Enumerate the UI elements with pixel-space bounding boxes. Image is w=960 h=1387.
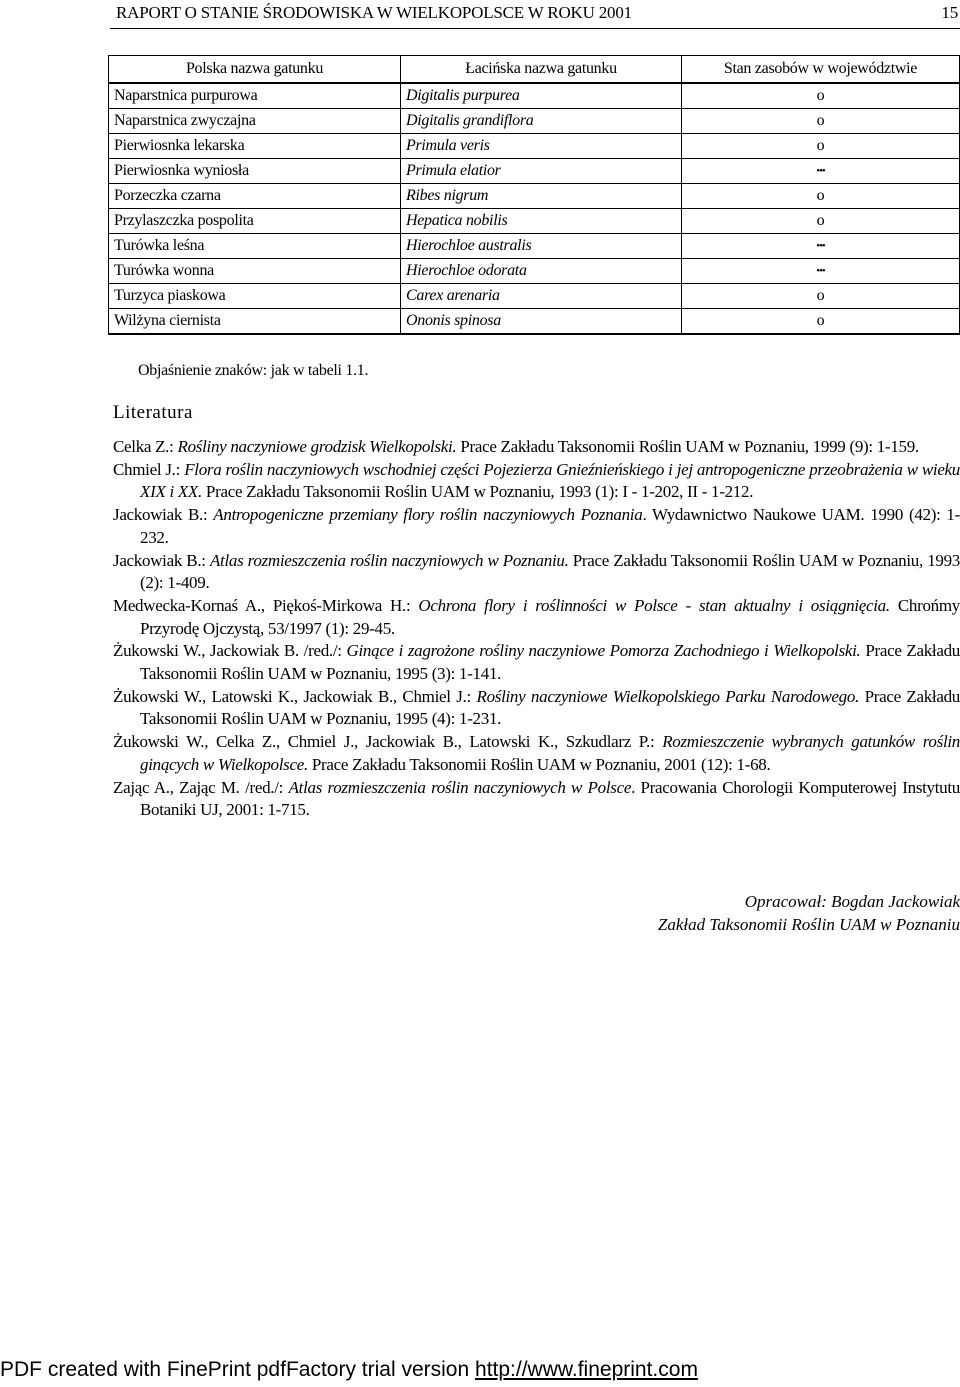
- reference-authors: Żukowski W., Jackowiak B. /red./:: [113, 641, 347, 661]
- pdf-footer: [0, 1358, 698, 1382]
- cell-latin-name: Hierochloe odorata: [401, 259, 682, 284]
- cell-status: o: [682, 209, 960, 234]
- cell-polish-name: Wilżyna ciernista: [109, 309, 401, 335]
- reference-title: Flora roślin naczyniowych wschodniej części Pojezierza Gnieźnieńskiego i jej antropogeniczne przeobrażenia w wieku XIX i XX.: [140, 459, 960, 502]
- table-row: [109, 309, 960, 335]
- cell-polish-name: Naparstnica zwyczajna: [109, 109, 401, 134]
- reference-source: Chrońmy Przyrodę Ojczystą, 53/1997 (1): 29-45.: [140, 595, 960, 638]
- reference-item: [113, 731, 960, 776]
- page-number: 15: [941, 3, 958, 22]
- signature: [658, 890, 960, 936]
- cell-status: o: [682, 309, 960, 335]
- reference-source: Prace Zakładu Taksonomii Roślin UAM w Poznaniu, 1995 (3): 1-141.: [140, 641, 960, 684]
- cell-status: o: [682, 284, 960, 309]
- reference-source: Prace Zakładu Taksonomii Roślin UAM w Poznaniu, 1993 (1): I - 1-202, II - 1-212.: [201, 482, 754, 502]
- cell-status: o: [682, 184, 960, 209]
- table-row: [109, 209, 960, 234]
- cell-polish-name: Naparstnica purpurowa: [109, 83, 401, 109]
- cell-latin-name: Ribes nigrum: [401, 184, 682, 209]
- table-row: [109, 259, 960, 284]
- cell-status: •••: [682, 159, 960, 184]
- reference-list: [113, 436, 960, 822]
- reference-item: [113, 595, 960, 640]
- table-row: [109, 159, 960, 184]
- reference-authors: Żukowski W., Celka Z., Chmiel J., Jackowiak B., Latowski K., Szkudlarz P.:: [113, 732, 663, 752]
- table-body: [109, 83, 960, 334]
- cell-polish-name: Pierwiosnka lekarska: [109, 134, 401, 159]
- table-header-row: [109, 56, 960, 84]
- table-row: [109, 184, 960, 209]
- reference-title: Rośliny naczyniowe grodzisk Wielkopolski.: [177, 437, 457, 456]
- reference-item: [113, 436, 960, 459]
- reference-title: Antropogeniczne przemiany flory roślin naczyniowych Poznania: [213, 505, 643, 525]
- cell-latin-name: Carex arenaria: [401, 284, 682, 309]
- cell-latin-name: Hierochloe australis: [401, 234, 682, 259]
- footer-text: PDF created with FinePrint pdfFactory trial version: [0, 1358, 476, 1381]
- signature-affiliation: Zakład Taksonomii Roślin UAM w Poznaniu: [657, 915, 960, 934]
- reference-authors: Celka Z.:: [113, 437, 178, 456]
- cell-status: o: [682, 83, 960, 109]
- cell-polish-name: Przylaszczka pospolita: [109, 209, 401, 234]
- cell-polish-name: Turzyca piaskowa: [109, 284, 401, 309]
- reference-item: [113, 777, 960, 822]
- cell-status: •••: [682, 234, 960, 259]
- signature-author: Opracował: Bogdan Jackowiak: [744, 892, 960, 911]
- cell-polish-name: Porzeczka czarna: [109, 184, 401, 209]
- reference-item: [113, 640, 960, 685]
- table-row: [109, 284, 960, 309]
- cell-polish-name: Turówka wonna: [109, 259, 401, 284]
- cell-status: •••: [682, 259, 960, 284]
- reference-title: Rośliny naczyniowe Wielkopolskiego Parku Narodowego.: [476, 686, 860, 706]
- column-header-status: Stan zasobów w województwie: [682, 56, 960, 84]
- reference-authors: Chmiel J.:: [113, 459, 185, 479]
- cell-latin-name: Primula veris: [401, 134, 682, 159]
- table-row: [109, 83, 960, 109]
- section-heading: Literatura: [113, 402, 193, 423]
- page-header: [110, 0, 960, 29]
- reference-title: Ochrona flory i roślinności w Polsce - stan aktualny i osiągnięcia.: [418, 595, 890, 615]
- table-row: [109, 134, 960, 159]
- cell-status: o: [682, 109, 960, 134]
- cell-latin-name: Ononis spinosa: [401, 309, 682, 335]
- reference-authors: Jackowiak B.:: [113, 505, 214, 525]
- column-header-latin: Łacińska nazwa gatunku: [401, 56, 682, 84]
- reference-source: Prace Zakładu Taksonomii Roślin UAM w Poznaniu, 1993 (2): 1-409.: [140, 550, 960, 593]
- table-note: Objaśnienie znaków: jak w tabeli 1.1.: [138, 362, 369, 379]
- reference-authors: Medwecka-Kornaś A., Piękoś-Mirkowa H.:: [113, 595, 419, 615]
- reference-item: [113, 459, 960, 504]
- table-row: [109, 109, 960, 134]
- running-title: RAPORT O STANIE ŚRODOWISKA W WIELKOPOLSCE W ROKU 2001: [116, 3, 632, 22]
- reference-source: . Pracowania Chorologii Komputerowej Instytutu Botaniki UJ, 2001: 1-715.: [140, 777, 960, 820]
- species-table: [108, 55, 960, 335]
- reference-title: Ginące i zagrożone rośliny naczyniowe Pomorza Zachodniego i Wielkopolski.: [346, 641, 861, 661]
- reference-authors: Jackowiak B.:: [113, 550, 210, 570]
- cell-latin-name: Digitalis grandiflora: [401, 109, 682, 134]
- reference-authors: Zając A., Zając M. /red./:: [113, 777, 289, 797]
- reference-item: [113, 550, 960, 595]
- reference-item: [113, 504, 960, 549]
- table-row: [109, 234, 960, 259]
- cell-polish-name: Turówka leśna: [109, 234, 401, 259]
- reference-authors: Żukowski W., Latowski K., Jackowiak B., Chmiel J.:: [113, 686, 477, 706]
- footer-link[interactable]: http://www.fineprint.com: [475, 1358, 698, 1381]
- cell-latin-name: Hepatica nobilis: [401, 209, 682, 234]
- cell-status: o: [682, 134, 960, 159]
- reference-source: Prace Zakładu Taksonomii Roślin UAM w Poznaniu, 1995 (4): 1-231.: [140, 686, 960, 729]
- reference-item: [113, 686, 960, 731]
- column-header-polish: Polska nazwa gatunku: [109, 56, 401, 84]
- reference-source: Prace Zakładu Taksonomii Roślin UAM w Poznaniu, 2001 (12): 1-68.: [307, 754, 771, 774]
- reference-source: Prace Zakładu Taksonomii Roślin UAM w Poznaniu, 1999 (9): 1-159.: [456, 437, 919, 456]
- reference-title: Rozmieszczenie wybranych gatunków roślin ginących w Wielkopolsce.: [140, 732, 960, 774]
- reference-source: . Wydawnictwo Naukowe UAM. 1990 (42): 1-232.: [140, 505, 960, 547]
- cell-latin-name: Primula elatior: [401, 159, 682, 184]
- reference-title: Atlas rozmieszczenia roślin naczyniowych w Poznaniu.: [209, 550, 569, 570]
- cell-latin-name: Digitalis purpurea: [401, 83, 682, 109]
- reference-title: Atlas rozmieszczenia roślin naczyniowych w Polsce: [288, 777, 632, 797]
- cell-polish-name: Pierwiosnka wyniosła: [109, 159, 401, 184]
